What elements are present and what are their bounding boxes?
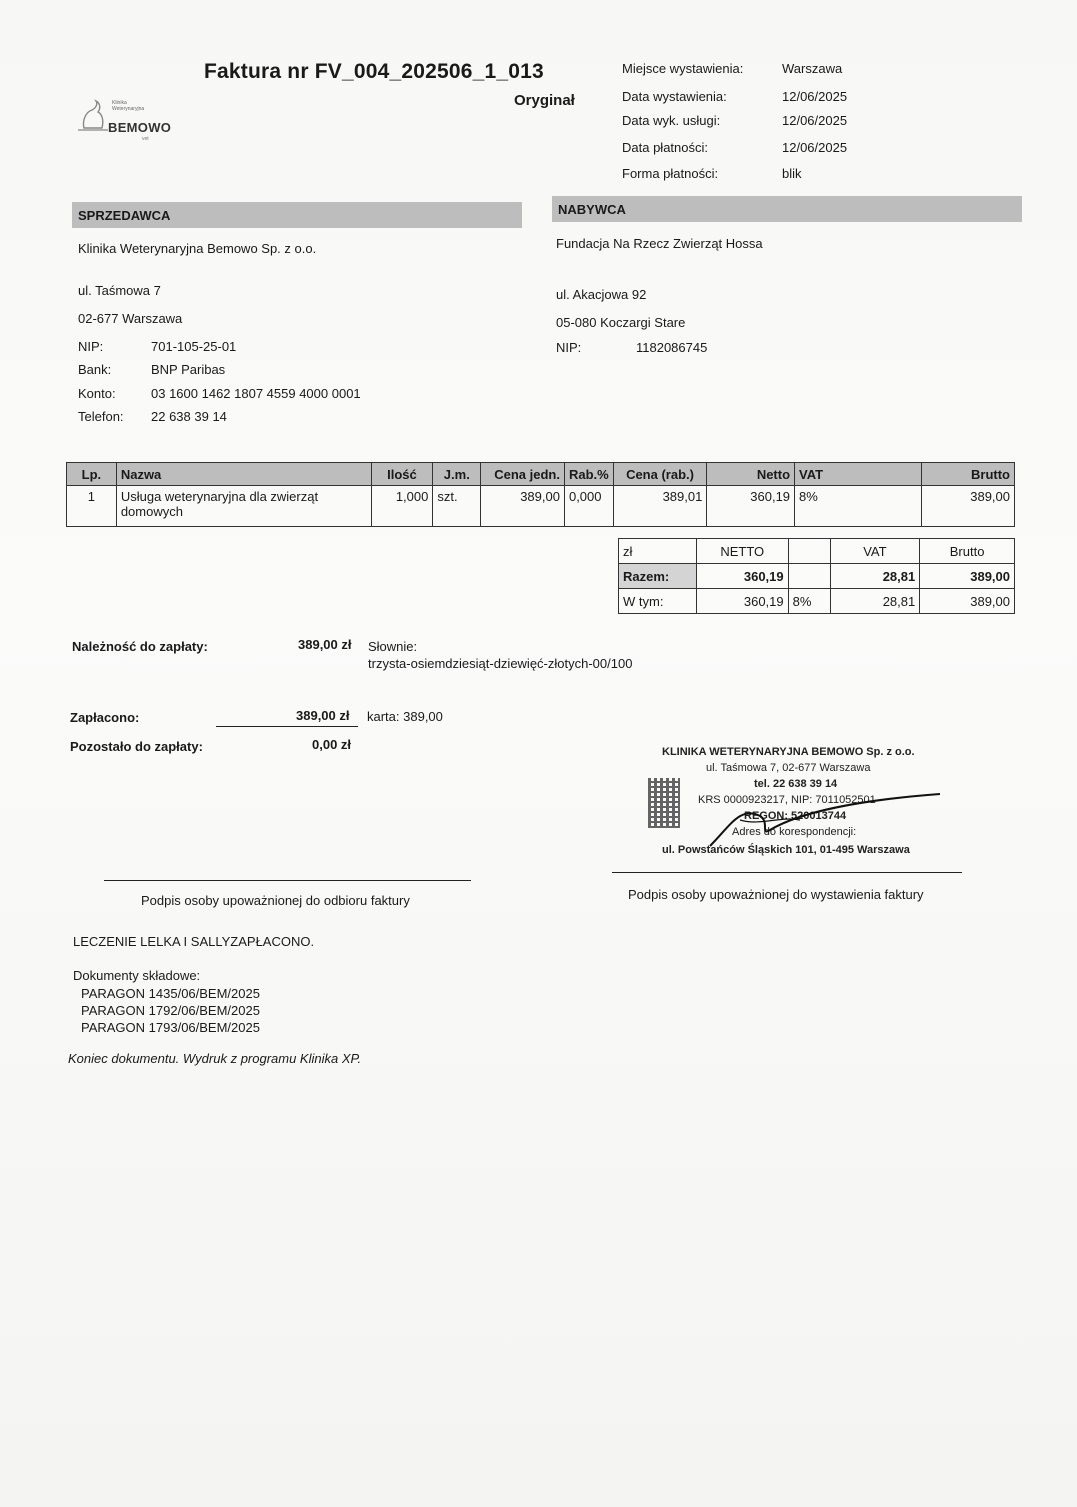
meta-value: 12/06/2025	[782, 113, 848, 128]
col-vat: VAT	[795, 463, 922, 486]
invoice-comment: LECZENIE LELKA I SALLYZAPŁACONO.	[73, 934, 315, 949]
stamp-line: ul. Powstańców Śląskich 101, 01-495 Warszawa	[662, 844, 910, 856]
col-unit: J.m.	[433, 463, 481, 486]
dog-logo-icon	[76, 98, 110, 134]
seller-bank-label: Bank:	[78, 362, 112, 377]
items-header-row	[67, 463, 1015, 486]
summary-header-row	[619, 539, 1015, 564]
words-label: Słownie:	[368, 639, 418, 654]
meta-label: Data wyk. usługi:	[622, 113, 721, 128]
sum-total-label: Razem:	[619, 564, 697, 589]
stamp-line: KLINIKA WETERYNARYJNA BEMOWO Sp. z o.o.	[662, 746, 915, 758]
cell-discount: 0,000	[564, 486, 613, 527]
issuer-signature-line	[612, 872, 962, 873]
logo-name: BEMOWO	[108, 120, 172, 135]
sum-ow-label: W tym:	[619, 589, 697, 614]
paid-underline	[216, 726, 358, 727]
meta-value: Warszawa	[782, 61, 843, 76]
remaining-amount: 0,00 zł	[312, 737, 352, 752]
sum-ow-vat: 28,81	[830, 589, 920, 614]
stamp-line: ul. Taśmowa 7, 02-677 Warszawa	[706, 762, 871, 774]
paid-method: karta: 389,00	[367, 709, 443, 724]
amount-in-words: trzysta-osiemdziesiąt-dziewięć-złotych-00/100	[368, 656, 633, 671]
col-name: Nazwa	[116, 463, 371, 486]
buyer-nip: 1182086745	[636, 340, 708, 355]
sum-h-brutto: Brutto	[920, 539, 1015, 564]
buyer-city: 05-080 Koczargi Stare	[556, 315, 686, 330]
sum-total-vat: 28,81	[830, 564, 920, 589]
seller-heading: SPRZEDAWCA	[72, 202, 522, 228]
seller-name: Klinika Weterynaryjna Bemowo Sp. z o.o.	[78, 241, 317, 256]
buyer-heading: NABYWCA	[552, 196, 1022, 222]
handwritten-signature	[700, 786, 950, 856]
cell-gross: 389,00	[922, 486, 1015, 527]
meta-label: Miejsce wystawienia:	[622, 61, 744, 76]
meta-label: Forma płatności:	[622, 166, 719, 181]
sum-total-blank	[788, 564, 830, 589]
clinic-logo	[76, 98, 186, 146]
meta-label: Data płatności:	[622, 140, 708, 155]
paid-amount: 389,00 zł	[296, 708, 350, 723]
logo-small-text: Klinika Weterynaryjna	[112, 100, 145, 112]
stamp-line: Adres do korespondencji:	[732, 826, 857, 838]
meta-value: 12/06/2025	[782, 140, 848, 155]
table-row	[67, 486, 1015, 527]
stamp-line: tel. 22 638 39 14	[754, 778, 838, 790]
col-discount: Rab.%	[564, 463, 613, 486]
cell-net: 360,19	[707, 486, 795, 527]
seller-account: 03 1600 1462 1807 4559 4000 0001	[151, 386, 361, 401]
stamp-line: KRS 0000923217, NIP: 7011052501	[698, 794, 876, 806]
issuer-signature-label: Podpis osoby upoważnionej do wystawienia faktury	[628, 887, 924, 902]
due-label: Należność do zapłaty:	[72, 639, 208, 654]
invoice-title: Faktura nr FV_004_202506_1_013	[204, 60, 544, 83]
meta-value: blik	[782, 166, 802, 181]
summary-of-which-row	[619, 589, 1015, 614]
logo-sub: vet	[142, 136, 149, 142]
cell-discount-price: 389,01	[613, 486, 707, 527]
stamp-line: REGON: 520013744	[744, 810, 847, 822]
seller-street: ul. Taśmowa 7	[78, 283, 161, 298]
sum-h-netto: NETTO	[696, 539, 788, 564]
doc-item: PARAGON 1792/06/BEM/2025	[81, 1003, 260, 1018]
summary-table	[618, 538, 1015, 614]
seller-bank: BNP Paribas	[151, 362, 226, 377]
cell-vat: 8%	[795, 486, 922, 527]
seller-nip: 701-105-25-01	[151, 339, 237, 354]
col-lp: Lp.	[67, 463, 117, 486]
remaining-label: Pozostało do zapłaty:	[70, 739, 203, 754]
cell-name: Usługa weterynaryjna dla zwierząt domowych	[116, 486, 371, 527]
paid-label: Zapłacono:	[70, 710, 140, 725]
buyer-street: ul. Akacjowa 92	[556, 287, 647, 302]
meta-value: 12/06/2025	[782, 89, 848, 104]
seller-account-label: Konto:	[78, 386, 116, 401]
document-footer: Koniec dokumentu. Wydruk z programu Klinika XP.	[68, 1051, 362, 1066]
col-gross: Brutto	[922, 463, 1015, 486]
receiver-signature-label: Podpis osoby upoważnionej do odbioru faktury	[141, 893, 410, 908]
seller-phone: 22 638 39 14	[151, 409, 227, 424]
doc-item: PARAGON 1793/06/BEM/2025	[81, 1020, 260, 1035]
seller-phone-label: Telefon:	[78, 409, 124, 424]
seller-nip-label: NIP:	[78, 339, 104, 354]
company-stamp	[660, 746, 960, 876]
col-discount-price: Cena (rab.)	[613, 463, 707, 486]
items-table	[66, 462, 1015, 527]
sum-ow-netto: 360,19	[696, 589, 788, 614]
cell-lp: 1	[67, 486, 117, 527]
original-label: Oryginał	[514, 92, 575, 109]
cell-unit-price: 389,00	[481, 486, 565, 527]
meta-label: Data wystawienia:	[622, 89, 727, 104]
sum-total-brutto: 389,00	[920, 564, 1015, 589]
docs-label: Dokumenty składowe:	[73, 968, 201, 983]
cell-unit: szt.	[433, 486, 481, 527]
sum-total-netto: 360,19	[696, 564, 788, 589]
sum-h-vat: VAT	[830, 539, 920, 564]
sum-ow-rate: 8%	[788, 589, 830, 614]
doc-item: PARAGON 1435/06/BEM/2025	[81, 986, 260, 1001]
buyer-nip-label: NIP:	[556, 340, 582, 355]
col-qty: Ilość	[371, 463, 433, 486]
sum-h-blank	[788, 539, 830, 564]
summary-total-row	[619, 564, 1015, 589]
col-net: Netto	[707, 463, 795, 486]
receiver-signature-line	[104, 880, 471, 881]
sum-ow-brutto: 389,00	[920, 589, 1015, 614]
buyer-name: Fundacja Na Rzecz Zwierząt Hossa	[556, 236, 763, 251]
sum-h-currency: zł	[619, 539, 697, 564]
col-unit-price: Cena jedn.	[481, 463, 565, 486]
cell-qty: 1,000	[371, 486, 433, 527]
due-amount: 389,00 zł	[298, 637, 352, 652]
seller-city: 02-677 Warszawa	[78, 311, 183, 326]
